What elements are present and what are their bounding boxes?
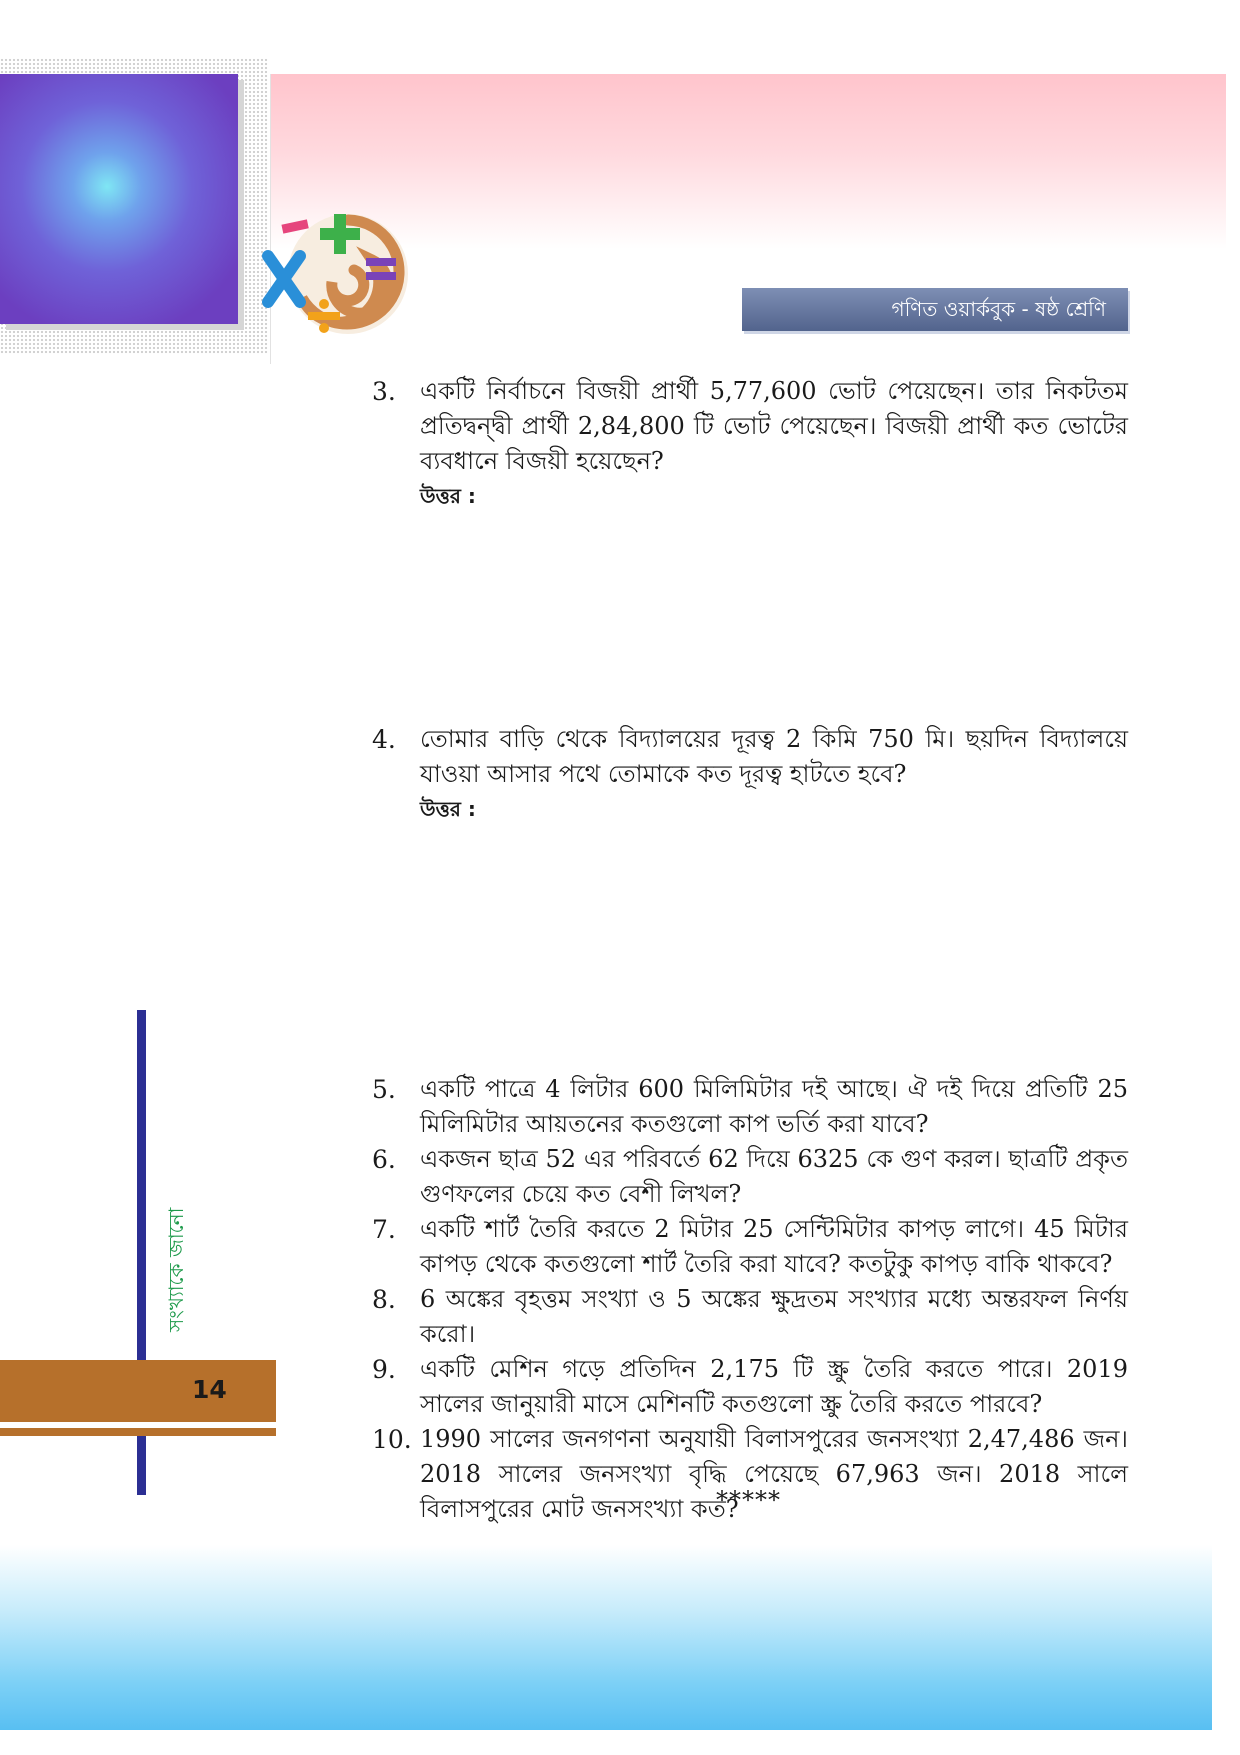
question-number: 5. bbox=[372, 1075, 396, 1104]
question-text: 1990 সালের জনগণনা অনুযায়ী বিলাসপুরের জনসংখ্যা 2,47,486 জন। 2018 সালের জনসংখ্যা বৃদ্ধি পেয়েছে 67,963 জন। 2018 সালে বিলাসপুরের মোট জনসংখ্যা কত? bbox=[420, 1425, 1128, 1523]
answer-label: উত্তর : bbox=[420, 797, 476, 821]
question-number: 9. bbox=[372, 1355, 396, 1384]
purple-gradient-square bbox=[0, 74, 238, 324]
question-4 bbox=[372, 722, 1128, 827]
question-number: 6. bbox=[372, 1145, 396, 1174]
question-number: 8. bbox=[372, 1285, 396, 1314]
question-text: একটি শার্ট তৈরি করতে 2 মিটার 25 সেন্টিমিটার কাপড় লাগে। 45 মিটার কাপড় থেকে কতগুলো শার্ট তৈরি করা যাবে? কতটুকু কাপড় বাকি থাকবে? bbox=[420, 1215, 1128, 1278]
question-number: 7. bbox=[372, 1215, 396, 1244]
question-5 bbox=[372, 1072, 1128, 1142]
question-number: 10. bbox=[372, 1425, 412, 1454]
question-text: একটি পাত্রে 4 লিটার 600 মিলিমিটার দই আছে। ঐ দই দিয়ে প্রতিটি 25 মিলিমিটার আয়তনের কতগুলো কাপ ভর্তি করা যাবে? bbox=[420, 1075, 1128, 1138]
end-mark: ***** bbox=[716, 1486, 781, 1514]
question-text: একটি নির্বাচনে বিজয়ী প্রার্থী 5,77,600 ভোট পেয়েছেন। তার নিকটতম প্রতিদ্বন্দ্বী প্রার্থী 2,84,800 টি ভোট পেয়েছেন। বিজয়ী প্রার্থী কত ভোটের ব্যবধানে বিজয়ী হয়েছেন? bbox=[420, 377, 1128, 475]
math-operators-swirl-icon bbox=[262, 200, 418, 340]
book-title-label: গণিত ওয়ার্কবুক - ষষ্ঠ শ্রেণি bbox=[742, 288, 1128, 331]
question-text: তোমার বাড়ি থেকে বিদ্যালয়ের দূরত্ব 2 কিমি 750 মি। ছয়দিন বিদ্যালয়ে যাওয়া আসার পথে তোমাকে কত দূরত্ব হাটতে হবে? bbox=[420, 725, 1128, 788]
question-number: 4. bbox=[372, 725, 396, 754]
question-9 bbox=[372, 1352, 1128, 1422]
question-text: 6 অঙ্কের বৃহত্তম সংখ্যা ও 5 অঙ্কের ক্ষুদ্রতম সংখ্যার মধ্যে অন্তরফল নির্ণয় করো। bbox=[420, 1285, 1128, 1348]
page-number: 14 bbox=[192, 1375, 227, 1404]
footer-blue-band bbox=[0, 1545, 1212, 1730]
question-3 bbox=[372, 374, 1128, 514]
question-text: একটি মেশিন গড়ে প্রতিদিন 2,175 টি স্ক্রু তৈরি করতে পারে। 2019 সালের জানুয়ারী মাসে মেশিনটি কতগুলো স্ক্রু তৈরি করতে পারবে? bbox=[420, 1355, 1128, 1418]
question-text: একজন ছাত্র 52 এর পরিবর্তে 62 দিয়ে 6325 কে গুণ করল। ছাত্রটি প্রকৃত গুণফলের চেয়ে কত বেশী লিখল? bbox=[420, 1145, 1128, 1208]
question-7 bbox=[372, 1212, 1128, 1282]
question-list bbox=[372, 1072, 1128, 1527]
question-8 bbox=[372, 1282, 1128, 1352]
chapter-label: সংখ্যাকে জানো bbox=[164, 1207, 188, 1333]
question-number: 3. bbox=[372, 377, 396, 406]
page-number-box bbox=[0, 1360, 276, 1428]
question-6 bbox=[372, 1142, 1128, 1212]
answer-label: উত্তর : bbox=[420, 484, 476, 508]
